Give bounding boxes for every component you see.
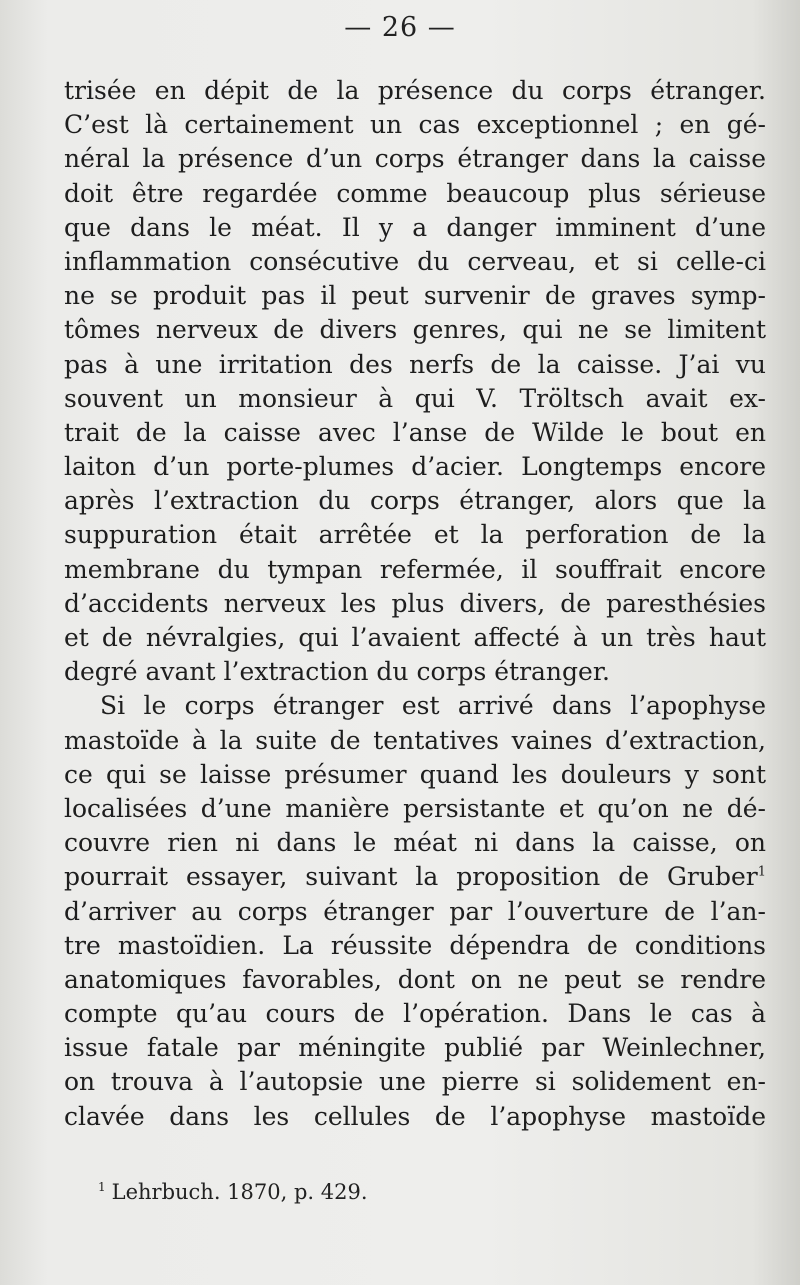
text-line: ne se produit pas il peut survenir de graves symp-: [64, 281, 766, 311]
text-line: trait de la caisse avec l’anse de Wilde le bout en: [64, 417, 766, 447]
footnote-marker: 1: [98, 1180, 106, 1194]
footnote: [98, 1180, 368, 1204]
text-line: mastoïde à la suite de tentatives vaines d’extraction,: [64, 725, 766, 755]
body-text: [64, 74, 766, 1134]
text-line: degré avant l’extraction du corps étranger.: [64, 657, 610, 687]
text-line: que dans le méat. Il y a danger imminent d’une: [64, 212, 766, 242]
text-line-with-footnote: [64, 860, 766, 894]
text-line: inflammation consécutive du cerveau, et si celle-ci: [64, 246, 766, 276]
page-number-header: — 26 —: [344, 12, 456, 43]
text-line: suppuration était arrêtée et la perforation de la: [64, 520, 766, 550]
text-line-content: pourrait essayer, suivant la proposition de Gruber: [64, 862, 758, 892]
text-line: membrane du tympan refermée, il souffrait encore: [64, 554, 766, 584]
text-line: issue fatale par méningite publié par Weinlechner,: [64, 1033, 766, 1063]
text-line: d’accidents nerveux les plus divers, de paresthésies: [64, 588, 766, 618]
text-line: tre mastoïdien. La réussite dépendra de conditions: [64, 930, 766, 960]
text-line: d’arriver au corps étranger par l’ouverture de l’an-: [64, 896, 766, 926]
text-line: C’est là certainement un cas exceptionnel ; en gé-: [64, 110, 766, 140]
footnote-text: Lehrbuch. 1870, p. 429.: [111, 1180, 368, 1204]
text-line: tômes nerveux de divers genres, qui ne se limitent: [64, 315, 766, 345]
text-line: ce qui se laisse présumer quand les douleurs y sont: [64, 759, 766, 789]
text-line: souvent un monsieur à qui V. Tröltsch avait ex-: [64, 383, 766, 413]
text-line: doit être regardée comme beaucoup plus sérieuse: [64, 178, 766, 208]
text-line: après l’extraction du corps étranger, alors que la: [64, 486, 766, 516]
text-line: néral la présence d’un corps étranger dans la caisse: [64, 144, 766, 174]
text-line: pas à une irritation des nerfs de la caisse. J’ai vu: [64, 349, 766, 379]
text-line: trisée en dépit de la présence du corps étranger.: [64, 76, 766, 105]
text-line: couvre rien ni dans le méat ni dans la caisse, on: [64, 828, 766, 858]
text-line: et de névralgies, qui l’avaient affecté à un très haut: [64, 623, 766, 652]
text-line: on trouva à l’autopsie une pierre si solidement en-: [64, 1067, 766, 1097]
text-line: Si le corps étranger est arrivé dans l’apophyse: [100, 691, 766, 721]
footnote-reference: 1: [757, 864, 766, 880]
text-line: anatomiques favorables, dont on ne peut se rendre: [64, 964, 766, 994]
text-line: clavée dans les cellules de l’apophyse mastoïde: [64, 1101, 766, 1131]
text-line: laiton d’un porte-plumes d’acier. Longtemps encore: [64, 452, 766, 482]
text-line: localisées d’une manière persistante et qu’on ne dé-: [64, 793, 766, 823]
text-line: compte qu’au cours de l’opération. Dans le cas à: [64, 999, 766, 1029]
